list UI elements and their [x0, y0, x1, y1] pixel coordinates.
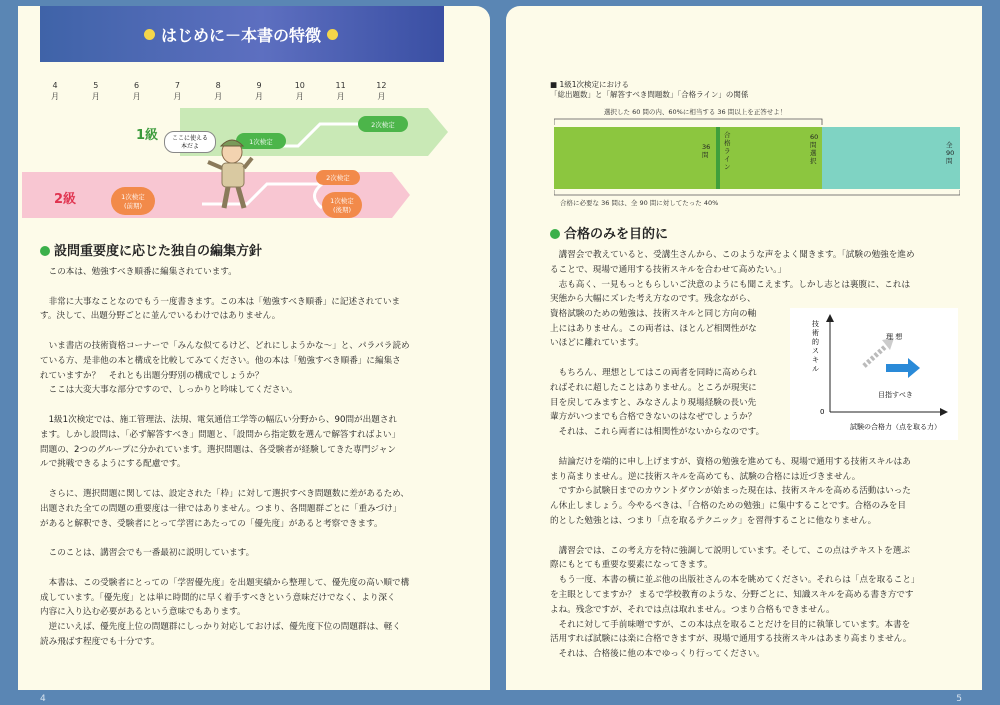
- green-bullet-icon: [40, 246, 50, 256]
- text-line: ている方、是非他の本と構成を比較してみてください。他の本は「勉強すべき順番」に編集さ: [40, 355, 401, 366]
- left-paragraph: [40, 487, 480, 531]
- diagram-target-label: 目指すべき: [878, 391, 913, 399]
- text-line: それに対して手前味噌ですが、この本は点を取ることだけを目的に執筆しています。本書を: [550, 619, 911, 630]
- right-body-bottom: [550, 440, 970, 662]
- text-line: れていますか？ それとも出題分野別の構成でしょうか？: [40, 370, 264, 381]
- text-line: 志も高く、一見もっともらしいご決意のようにも聞こえます。しかし志とは裏腹に、これは: [550, 279, 911, 290]
- bar-chart-title: [550, 80, 748, 100]
- text-line: ればそれに超したことはありません。ところが現実に: [550, 382, 757, 393]
- left-paragraph: [40, 413, 480, 472]
- diagram-y-label: 技 術 的 ス キ ル: [812, 320, 819, 373]
- text-line: それは、合格後に他の本でゆっくり行ってください。: [550, 649, 765, 660]
- right-page: [506, 6, 982, 704]
- grade2-second-exam: 2次検定: [316, 170, 360, 185]
- speech-bubble: ここに使える 本だよ: [164, 131, 216, 153]
- text-line: 輩方がいつまでも合格できないのはなぜでしょうか？: [550, 412, 757, 423]
- left-paragraph: [40, 295, 480, 325]
- page-title: はじめに－本書の特徴: [161, 25, 322, 45]
- text-line: ん休止しましょう。今やるべきは、「合格のための勉強」に集中することです。合格のみを目: [550, 501, 906, 512]
- bar-chart-title-line1: ■ 1級1次検定における: [550, 80, 630, 89]
- text-line: [550, 351, 800, 366]
- diagram-origin: 0: [820, 408, 825, 416]
- text-line: 本書は、この受験者にとっての「学習優先度」を出題実績から整理して、優先度の高い順で構: [40, 577, 410, 588]
- left-body-text: [40, 265, 480, 650]
- bar-label-36: 36 問: [702, 143, 711, 159]
- month-label: 4 月: [51, 81, 59, 101]
- text-line: 際にもとても重要な要素になってきます。: [550, 560, 713, 571]
- grade1-first-exam: 1次検定: [236, 133, 286, 149]
- text-line: それは、これら両者には相関性がないからなのです。: [550, 427, 765, 438]
- month-label: 7 月: [173, 81, 182, 101]
- bar-segment-60: [720, 127, 822, 189]
- text-line: [550, 529, 970, 544]
- text-line: 非常に大事なことなのでもう一度書きます。この本は「勉強すべき順番」に記述されていま: [40, 296, 401, 307]
- month-label: 10 月: [294, 81, 305, 101]
- text-line: よね。残念ですが、それでは点は取れません。つまり合格もできません。: [550, 604, 835, 615]
- grade2-first-late-exam: 1次検定 (後期): [322, 192, 362, 218]
- left-paragraph: [40, 546, 480, 561]
- bar-segment-90: [822, 127, 960, 189]
- month-label: 6 月: [132, 81, 141, 101]
- month-label: 9 月: [255, 81, 263, 101]
- month-label: 12 月: [376, 81, 387, 101]
- text-line: 目を戻してみますと、みなさんより現場経験の長い先: [550, 397, 757, 408]
- left-section-heading: [40, 240, 262, 259]
- text-line: さらに、選択問題に関しては、設定された「枠」に対して選択すべき問題数に差があるため、: [40, 488, 410, 499]
- text-line: 読み飛ばす程度でも十分です。: [40, 636, 160, 647]
- text-line: ですから試験日までのカウントダウンが始まった現在は、技術スキルを高める活動はいった: [550, 486, 911, 497]
- bar-label-pass-line: 合 格 ラ イ ン: [724, 131, 731, 171]
- right-page-number: 5: [956, 694, 962, 704]
- text-line: いほどに離れています。: [550, 338, 644, 349]
- text-line: もう一度、本書の横に並ぶ他の出版社さんの本を眺めてください。それらは「点を取ること」: [550, 575, 920, 586]
- text-line: この本は、勉強すべき順番に編集されています。: [40, 267, 237, 277]
- text-line: もちろん、理想としてはこの両者を同時に高められ: [550, 367, 757, 378]
- text-line: す。決して、出題分野ごとに並んでいるわけではありません。: [40, 311, 281, 322]
- left-section-title: 設問重要度に応じた独自の編集方針: [54, 244, 263, 259]
- text-line: 的とした勉強とは、つまり「点を取るテクニック」を習得することに他なりません。: [550, 515, 877, 526]
- diagram-x-label: 試験の合格力（点を取る力）: [850, 423, 941, 431]
- bullet-dot-icon: [327, 29, 338, 40]
- skill-vs-score-diagram: [790, 308, 958, 440]
- bar-label-90: 全 90 問: [946, 141, 955, 165]
- text-line: を主眼としてますか？ まるで学校教育のような、分野ごとに、知識スキルを高める書き方です: [550, 589, 914, 600]
- month-label: 5 月: [91, 81, 100, 101]
- text-line: 1級1次検定では、施工管理法、法規、電気通信工学等の幅広い分野から、90問が出題され: [40, 414, 398, 425]
- bar-top-note: 選択した 60 問の内、60%に相当する 36 問以上を正答せよ！: [604, 108, 787, 116]
- right-section-title: 合格のみを目的に: [564, 227, 669, 242]
- grade1-second-exam: 2次検定: [358, 116, 408, 132]
- text-line: ルで挑戦できるようにする配慮です。: [40, 459, 186, 470]
- text-line: 逆にいえば、優先度上位の問題群にしっかり対応しておけば、優先度下位の問題群は、軽く: [40, 622, 401, 633]
- text-line: 内容に入り込む必要があるという意味でもあります。: [40, 607, 246, 618]
- left-paragraph: [40, 339, 480, 398]
- grade1-label: 1級: [136, 128, 159, 143]
- text-line: 資格試験のための勉強は、技術スキルと同じ方向の軸: [550, 308, 757, 319]
- bar-top-bracket: [554, 116, 960, 126]
- left-page-number: 4: [40, 694, 46, 704]
- text-line: 上にはありません。この両者は、ほとんど相関性がな: [550, 323, 757, 334]
- text-line: 問題の、2つのグループに分かれています。選択問題は、各受験者が経験してきた専門ジャン: [40, 444, 396, 455]
- text-line: ます。しかし設問は、「必ず解答すべき」問題と、「設問から指定数を選んで解答すればよい」: [40, 429, 401, 440]
- bar-chart-title-line2: 「総出題数」と「解答すべき問題数」「合格ライン」の関係: [550, 90, 749, 99]
- grade2-first-early-exam: 1次検定 (前期): [111, 187, 155, 215]
- text-line: 講習会では、この考え方を特に強調して説明しています。そして、この点はテキストを選ぶ: [550, 545, 910, 556]
- text-line: 成しています。「優先度」とは単に時間的に早く着手すべきという意味だけでなく、より深く: [40, 592, 396, 603]
- grade2-label: 2級: [54, 192, 77, 207]
- right-section-heading: [550, 223, 668, 242]
- bar-bottom-note: 合格に必要な 36 問は、全 90 問に対してたった 40%: [560, 199, 719, 207]
- bar-label-60: 60 問 選 択: [810, 133, 819, 165]
- bullet-dot-icon: [144, 29, 155, 40]
- right-body-narrow: [550, 292, 800, 440]
- right-body-top: [550, 248, 970, 292]
- answer-ratio-bar: [554, 127, 960, 189]
- left-paragraph: [40, 265, 480, 280]
- text-line: ることで、現場で通用する技術スキルを合わせて高めたい。」: [550, 264, 787, 275]
- text-line: 活用すれば試験には楽に合格できますが、現場で通用する技術スキルはあまり高まりません。: [550, 634, 912, 645]
- text-line: いま書店の技術資格コーナーで「みんな似てるけど、どれにしようかな～」と、パラパラ読め: [40, 340, 410, 351]
- page-title-banner: [40, 6, 444, 62]
- text-line: 結論だけを端的に申し上げますが、資格の勉強を進めても、現場で通用する技術スキルはあ: [550, 456, 911, 467]
- bar-segment-36: [554, 127, 716, 189]
- month-label: 8 月: [214, 81, 223, 101]
- text-line: ここは大変大事な部分ですので、しっかりと吟味してください。: [40, 385, 298, 396]
- text-line: [550, 440, 970, 455]
- diagram-ideal-label: 理 想: [886, 333, 903, 341]
- text-line: 講習会で教えていると、受講生さんから、このような声をよく聞きます。「試験の勉強を進め: [550, 250, 915, 260]
- text-line: まり高まりません。逆に技術スキルを高めても、試験の合格には近づきません。: [550, 471, 861, 482]
- text-line: があると解釈でき、受験者にとって学習にあたっての「優先度」があると考察できます。: [40, 518, 383, 529]
- bar-bottom-bracket: [554, 190, 960, 198]
- left-page: [18, 6, 490, 704]
- text-line: 実態から大幅にズレた考え方なのです。残念ながら、: [550, 294, 756, 304]
- month-label: 11 月: [335, 81, 346, 101]
- green-bullet-icon: [550, 229, 560, 239]
- text-line: このことは、講習会でも一番最初に説明しています。: [40, 548, 255, 559]
- left-paragraph: [40, 576, 480, 650]
- text-line: 出題された全ての問題の重要度は一律ではありません。つまり、各問題群ごとに「重みづけ」: [40, 503, 402, 514]
